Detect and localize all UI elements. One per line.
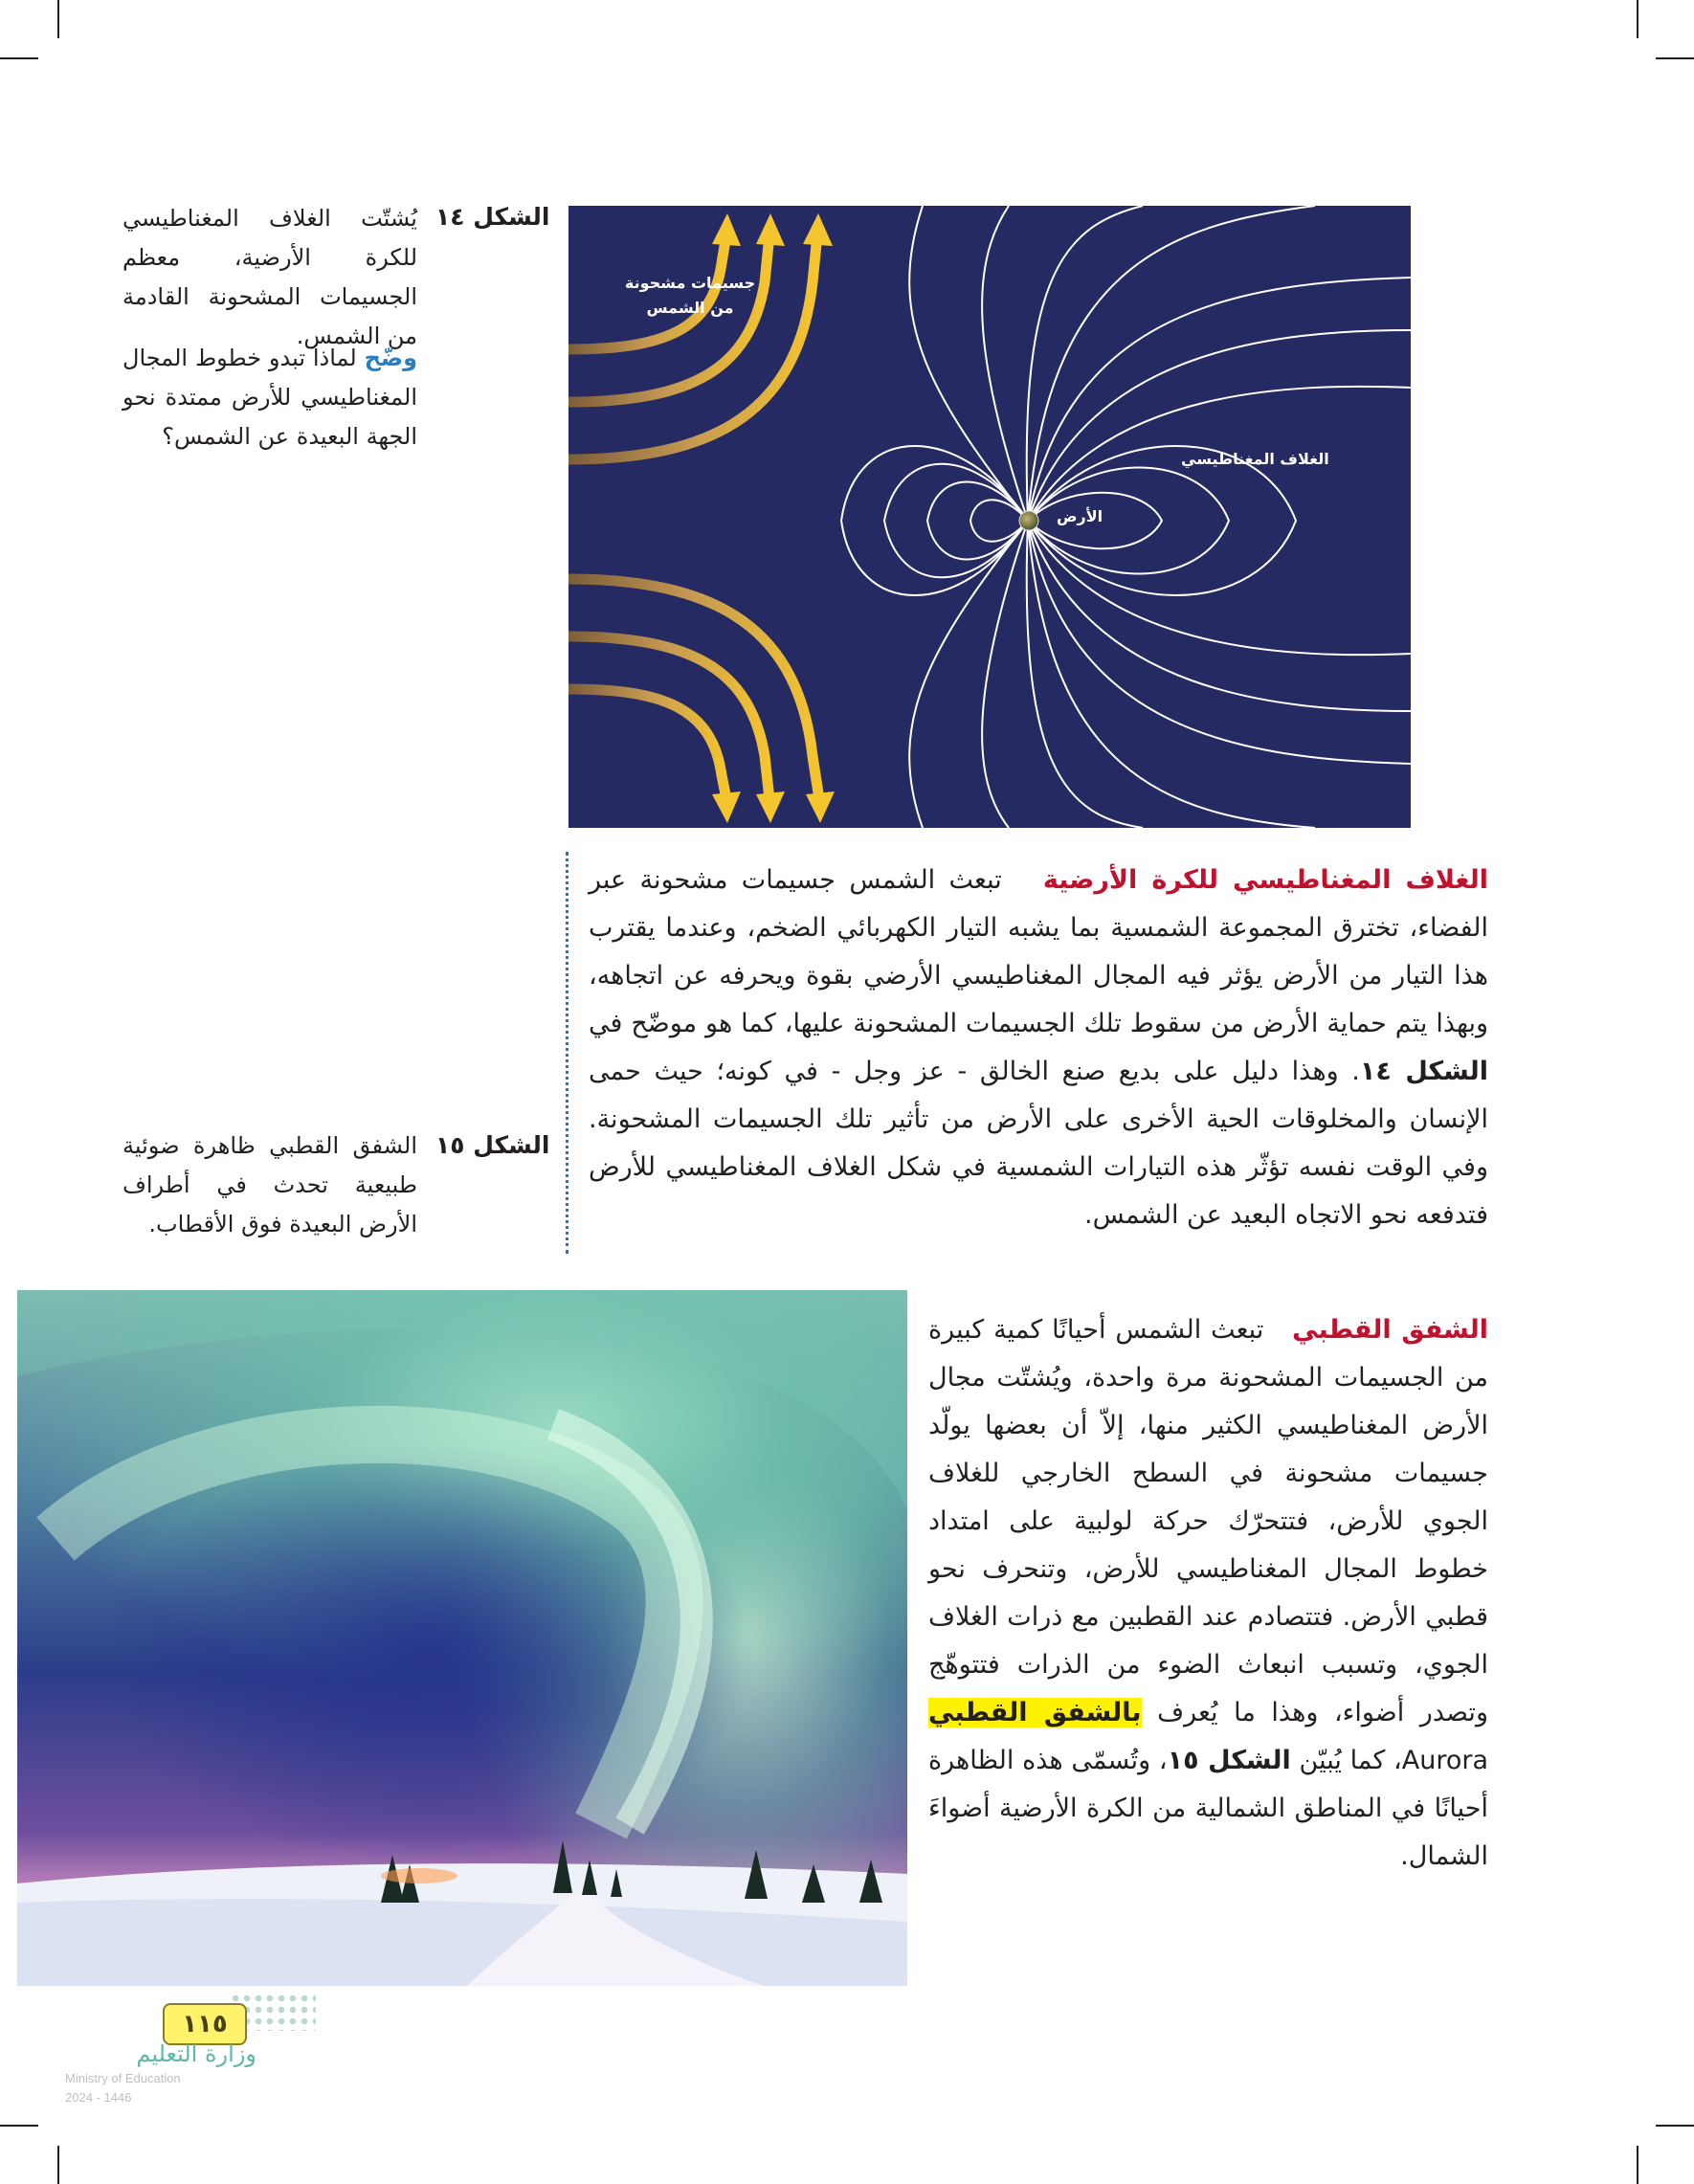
section-aurora-text-2: ، كما يُبيّن xyxy=(1299,1746,1402,1775)
aurora-term-highlight: بالشفق القطبي xyxy=(928,1698,1142,1727)
section-magnetosphere-text-2: . وهذا دليل على بديع صنع الخالق - عز وجل - في كونه؛ حيث حمى الإنسان والمخلوقات الحية الأخرى على الأرض من تأثير تلك الجسيمات المشحونة. وفي الوقت نفسه تؤثّر هذه التيارات الشمسية في شكل الغلاف المغناطيسي للأرض فتدفعه نحو الاتجاه البعيد عن الشمس. xyxy=(589,1057,1488,1230)
figure-14-question-text: لماذا تبدو خطوط المجال المغناطيسي للأرض ممتدة نحو الجهة البعيدة عن الشمس؟ xyxy=(123,345,417,450)
crop-mark-top-right-v xyxy=(1637,0,1638,38)
section-aurora-text-1: تبعث الشمس أحيانًا كمية كبيرة من الجسيمات المشحونة مرة واحدة، ويُشتّت مجال الأرض المغناطيسي الكثير منها، إلاّ أن بعضها يولّد جسيمات مشحونة في السطح الخارجي للغلاف الجوي للأرض، فتتحرّك حركة لولبية على امتداد خطوط المجال المغناطيسي للأرض، وتنحرف نحو قطبي الأرض. فتتصادم عند القطبين مع ذرات الغلاف الجوي، وتسبب انبعاث الضوء من الذرات فتتوهّج وتصدر أضواء، وهذا ما يُعرف xyxy=(928,1315,1488,1727)
figure-14-question xyxy=(123,339,417,457)
figure-15-caption xyxy=(123,1126,417,1244)
crop-mark-top-left-h xyxy=(0,57,38,59)
figure-14-label: الشكل ١٤ xyxy=(435,203,550,231)
field-lines xyxy=(841,206,1411,828)
section-aurora-text-3: ، وتُسمّى هذه الظاهرة أحيانًا في المناطق الشمالية من الكرة الأرضية أضواءَ الشمال. xyxy=(928,1746,1488,1871)
label-charged-particles xyxy=(609,271,771,321)
page-number-badge: ١١٥ xyxy=(163,2003,247,2045)
figure-15-reference: الشكل ١٥ xyxy=(1167,1746,1291,1775)
section-aurora-paragraph xyxy=(928,1306,1488,1881)
label-charged-particles-line2: من الشمس xyxy=(646,299,734,317)
aurora-photo-svg xyxy=(17,1290,907,1986)
crop-mark-bottom-left-v xyxy=(57,2146,59,2184)
explain-keyword: وضّح xyxy=(364,345,417,371)
crop-mark-bottom-right-h xyxy=(1656,2125,1694,2127)
edition-year: 2024 - 1446 xyxy=(65,2090,132,2105)
figure-14-caption-text: يُشتّت الغلاف المغناطيسي للكرة الأرضية، معظم الجسيمات المشحونة القادمة من الشمس. xyxy=(123,205,417,349)
section-aurora-heading: الشفق القطبي xyxy=(1292,1315,1489,1345)
section-magnetosphere-heading: الغلاف المغناطيسي للكرة الأرضية xyxy=(1042,865,1488,895)
label-charged-particles-line1: جسيمات مشحونة xyxy=(624,274,756,292)
crop-mark-bottom-left-h xyxy=(0,2125,38,2127)
crop-mark-bottom-right-v xyxy=(1637,2146,1638,2184)
section-magnetosphere-paragraph xyxy=(589,857,1488,1239)
crop-mark-top-left-v xyxy=(57,0,59,38)
figure-15-label: الشكل ١٥ xyxy=(435,1131,550,1159)
ministry-name-arabic: وزارة التعليم xyxy=(136,2040,256,2067)
figure-14-caption xyxy=(123,199,417,356)
magnetosphere-diagram xyxy=(568,206,1411,828)
label-earth: الأرض xyxy=(1057,507,1103,525)
figure-15-caption-text: الشفق القطبي ظاهرة ضوئية طبيعية تحدث في أطراف الأرض البعيدة فوق الأقطاب. xyxy=(123,1132,417,1237)
aurora-photo xyxy=(17,1290,907,1986)
label-magnetosphere: الغلاف المغناطيسي xyxy=(1181,450,1329,468)
section-magnetosphere-text-1: تبعث الشمس جسيمات مشحونة عبر الفضاء، تخترق المجموعة الشمسية بما يشبه التيار الكهربائي الضخم، وعندما يقترب هذا التيار من الأرض يؤثر فيه المجال المغناطيسي الأرضي بقوة ويحرفه عن اتجاهه، وبهذا يتم حماية الأرض من سقوط تلك الجسيمات المشحونة عليها، كما هو موضّح في xyxy=(589,865,1488,1038)
ministry-name-english: Ministry of Education xyxy=(65,2071,181,2085)
figure-14-reference: الشكل ١٤ xyxy=(1359,1057,1489,1086)
aurora-term-english: Aurora xyxy=(1401,1746,1488,1775)
earth-globe xyxy=(1019,511,1038,530)
section-dotted-rule xyxy=(566,852,568,1254)
crop-mark-top-right-h xyxy=(1656,57,1694,59)
